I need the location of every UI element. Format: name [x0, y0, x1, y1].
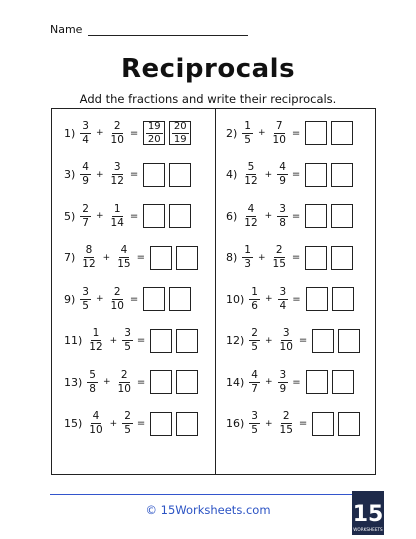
denominator: 15: [272, 258, 286, 270]
answer-box[interactable]: [305, 246, 327, 270]
answer-box[interactable]: [143, 287, 165, 311]
denominator: 7: [251, 382, 258, 395]
denominator: 20: [147, 133, 161, 145]
numerator: 4: [92, 410, 100, 422]
problem-1: [64, 118, 195, 148]
numerator: 3: [282, 327, 290, 339]
numerator: 2: [120, 368, 128, 381]
answer-box[interactable]: [312, 329, 334, 353]
equals-sign: =: [298, 418, 308, 429]
fraction-a: [87, 370, 98, 395]
answer-box[interactable]: [143, 121, 165, 145]
answer-box[interactable]: [306, 370, 328, 394]
reciprocal-box[interactable]: [331, 204, 353, 228]
footer-rule: [50, 494, 375, 495]
equals-sign: =: [136, 252, 145, 263]
fraction-b: [109, 162, 126, 187]
equals-sign: =: [291, 252, 301, 263]
numerator: 4: [82, 161, 89, 173]
problem-5: [64, 201, 195, 231]
problem-number: 3): [64, 168, 76, 181]
equals-sign: =: [298, 335, 308, 346]
numerator: 3: [124, 327, 131, 339]
fraction-a: [80, 245, 97, 270]
reciprocal-box[interactable]: [169, 204, 191, 228]
equals-sign: =: [136, 335, 146, 346]
numerator: 2: [82, 202, 89, 215]
numerator: 3: [113, 161, 121, 173]
numerator: 4: [247, 202, 255, 215]
answer-box[interactable]: [306, 287, 328, 311]
problem-number: 12): [226, 334, 245, 347]
problem-number: 4): [226, 168, 238, 181]
fraction-a: [249, 287, 260, 312]
fraction-a: [249, 370, 260, 395]
fraction-b: [271, 245, 288, 270]
denominator: 4: [279, 299, 287, 312]
fraction-a: [242, 245, 253, 270]
logo-number: 15: [352, 502, 384, 527]
fraction-b: [122, 411, 133, 436]
equals-sign: =: [129, 210, 139, 222]
problem-12: [226, 326, 364, 356]
problem-number: 5): [64, 209, 76, 223]
equals-sign: =: [136, 376, 146, 388]
denominator: 8: [279, 216, 286, 229]
equals-sign: =: [291, 169, 301, 180]
numerator: 5: [247, 161, 255, 173]
reciprocal-box[interactable]: [176, 329, 198, 353]
fraction-b: [109, 287, 126, 312]
fraction-b: [122, 328, 133, 353]
name-label: Name: [50, 23, 83, 36]
answer-box[interactable]: [150, 370, 172, 394]
denominator: 3: [244, 258, 251, 270]
fraction-a: [242, 121, 253, 146]
denominator: 10: [272, 133, 286, 146]
fraction-a: [80, 121, 91, 146]
numerator: 3: [279, 285, 287, 298]
denominator: 12: [244, 216, 258, 229]
denominator: 4: [82, 133, 89, 146]
denominator: 9: [82, 175, 89, 187]
problem-number: 2): [226, 126, 238, 140]
reciprocal-box[interactable]: [169, 287, 191, 311]
reciprocal-box[interactable]: [169, 163, 191, 187]
problem-13: [64, 367, 202, 397]
plus-sign: +: [264, 418, 273, 429]
fraction-a: [80, 162, 91, 187]
problem-4: [226, 160, 357, 190]
denominator: 5: [82, 299, 89, 312]
denominator: 14: [110, 216, 124, 229]
plus-sign: +: [257, 128, 266, 138]
plus-sign: +: [264, 169, 273, 180]
numerator: 1: [92, 327, 100, 339]
fraction-b: [278, 328, 295, 353]
numerator: 2: [124, 410, 131, 422]
problem-8: [226, 243, 357, 273]
reciprocal-box[interactable]: [169, 121, 191, 145]
equals-sign: =: [136, 418, 146, 429]
reciprocal-box[interactable]: [331, 163, 353, 187]
plus-sign: +: [109, 418, 118, 429]
plus-sign: +: [102, 377, 111, 387]
problem-number: 10): [226, 292, 245, 306]
plus-sign: +: [264, 377, 273, 387]
problem-14: [226, 367, 358, 397]
numerator: 4: [120, 244, 128, 256]
fraction-b: [116, 370, 133, 395]
fraction-a: [87, 411, 104, 436]
answer-box[interactable]: [305, 121, 327, 145]
reciprocal-box[interactable]: [332, 287, 354, 311]
answer-box[interactable]: [143, 163, 165, 187]
plus-sign: +: [95, 128, 104, 138]
answer-box[interactable]: [312, 412, 334, 436]
answer-box[interactable]: [150, 246, 172, 270]
numerator: 2: [251, 327, 258, 339]
equals-sign: =: [292, 293, 301, 305]
denominator: 10: [117, 382, 131, 395]
fraction-b: [109, 204, 126, 229]
equals-sign: =: [129, 127, 139, 139]
problem-16: [226, 409, 364, 439]
plus-sign: +: [264, 335, 273, 346]
numerator: 4: [251, 368, 258, 381]
denominator: 10: [110, 133, 124, 146]
numerator: 2: [282, 410, 290, 422]
numerator: 8: [85, 244, 93, 256]
problem-number: 6): [226, 209, 238, 223]
reciprocal-box[interactable]: [176, 370, 198, 394]
plus-sign: +: [95, 211, 104, 221]
fraction-b: [278, 287, 289, 312]
reciprocal-box[interactable]: [331, 246, 353, 270]
numerator: 2: [275, 244, 283, 256]
fraction-b: [115, 245, 132, 270]
equals-sign: =: [129, 293, 139, 305]
problem-7: [64, 243, 202, 273]
plus-sign: +: [264, 294, 273, 304]
problem-10: [226, 284, 358, 314]
reciprocal-box[interactable]: [176, 412, 198, 436]
column-divider: [215, 108, 216, 475]
fraction-a: [249, 328, 260, 353]
numerator: 4: [279, 161, 286, 173]
problem-number: 14): [226, 375, 245, 389]
numerator: 5: [89, 368, 96, 381]
name-field[interactable]: [88, 25, 248, 36]
fraction-b: [277, 162, 288, 187]
plus-sign: +: [257, 252, 266, 263]
numerator: 1: [251, 285, 258, 298]
fraction-a: [249, 411, 260, 436]
fraction-a: [242, 162, 259, 187]
reciprocal-box[interactable]: [338, 412, 360, 436]
denominator: 19: [173, 133, 187, 145]
answer-box[interactable]: [150, 329, 172, 353]
numerator: 19: [147, 120, 161, 132]
problem-6: [226, 201, 357, 231]
problem-number: 7): [64, 251, 76, 264]
reciprocal-fraction: [172, 122, 189, 145]
equals-sign: =: [291, 127, 301, 139]
problem-9: [64, 284, 195, 314]
fraction-a: [87, 328, 104, 353]
problem-15: [64, 409, 202, 439]
instructions: Add the fractions and write their reciprocals.: [79, 92, 337, 106]
footer-copyright[interactable]: © 15Worksheets.com: [145, 503, 271, 517]
problem-3: [64, 160, 195, 190]
denominator: 12: [110, 175, 124, 187]
denominator: 8: [89, 382, 96, 395]
fraction-a: [80, 204, 91, 229]
answer-box[interactable]: [150, 412, 172, 436]
numerator: 3: [251, 410, 258, 422]
problem-number: 1): [64, 126, 76, 140]
plus-sign: +: [264, 211, 273, 221]
name-row: [50, 23, 248, 36]
equals-sign: =: [292, 376, 301, 388]
denominator: 15: [279, 424, 293, 436]
denominator: 5: [251, 424, 258, 436]
denominator: 5: [124, 341, 131, 353]
numerator: 1: [113, 202, 121, 215]
numerator: 20: [173, 120, 187, 132]
problem-number: 8): [226, 251, 238, 264]
numerator: 2: [113, 285, 121, 298]
worksheets-logo: [352, 491, 384, 535]
problem-number: 9): [64, 292, 76, 306]
reciprocal-box[interactable]: [176, 246, 198, 270]
denominator: 12: [89, 341, 103, 353]
problem-2: [226, 118, 357, 148]
numerator: 3: [279, 202, 286, 215]
denominator: 9: [279, 382, 287, 395]
denominator: 10: [279, 341, 293, 353]
answer-box[interactable]: [143, 204, 165, 228]
denominator: 5: [124, 424, 131, 436]
numerator: 3: [279, 368, 287, 381]
reciprocal-box[interactable]: [338, 329, 360, 353]
plus-sign: +: [109, 335, 118, 346]
equals-sign: =: [129, 169, 139, 180]
denominator: 7: [82, 216, 89, 229]
reciprocal-box[interactable]: [332, 370, 354, 394]
denominator: 12: [82, 258, 96, 270]
numerator: 1: [244, 244, 251, 256]
fraction-b: [271, 121, 288, 146]
numerator: 3: [82, 119, 89, 132]
problem-number: 11): [64, 334, 83, 347]
fraction-b: [277, 204, 288, 229]
denominator: 6: [251, 299, 258, 312]
fraction-a: [242, 204, 259, 229]
numerator: 3: [82, 285, 89, 298]
fraction-b: [109, 121, 126, 146]
answer-fraction: [146, 122, 163, 145]
denominator: 10: [110, 299, 124, 312]
denominator: 10: [89, 424, 103, 436]
answer-box[interactable]: [305, 163, 327, 187]
fraction-b: [278, 370, 289, 395]
plus-sign: +: [95, 294, 104, 304]
problem-number: 16): [226, 417, 245, 430]
denominator: 15: [117, 258, 131, 270]
problem-number: 15): [64, 417, 83, 430]
logo-word: WORKSHEETS: [353, 527, 383, 532]
fraction-a: [80, 287, 91, 312]
denominator: 5: [244, 133, 251, 146]
numerator: 2: [113, 119, 121, 132]
numerator: 7: [275, 119, 283, 132]
numerator: 1: [244, 119, 251, 132]
problem-11: [64, 326, 202, 356]
denominator: 9: [279, 175, 286, 187]
reciprocal-box[interactable]: [331, 121, 353, 145]
page-title: Reciprocals: [120, 54, 296, 84]
fraction-b: [278, 411, 295, 436]
denominator: 5: [251, 341, 258, 353]
plus-sign: +: [95, 169, 104, 180]
denominator: 12: [244, 175, 258, 187]
problem-number: 13): [64, 375, 83, 389]
equals-sign: =: [291, 210, 301, 222]
answer-box[interactable]: [305, 204, 327, 228]
plus-sign: +: [102, 252, 111, 263]
